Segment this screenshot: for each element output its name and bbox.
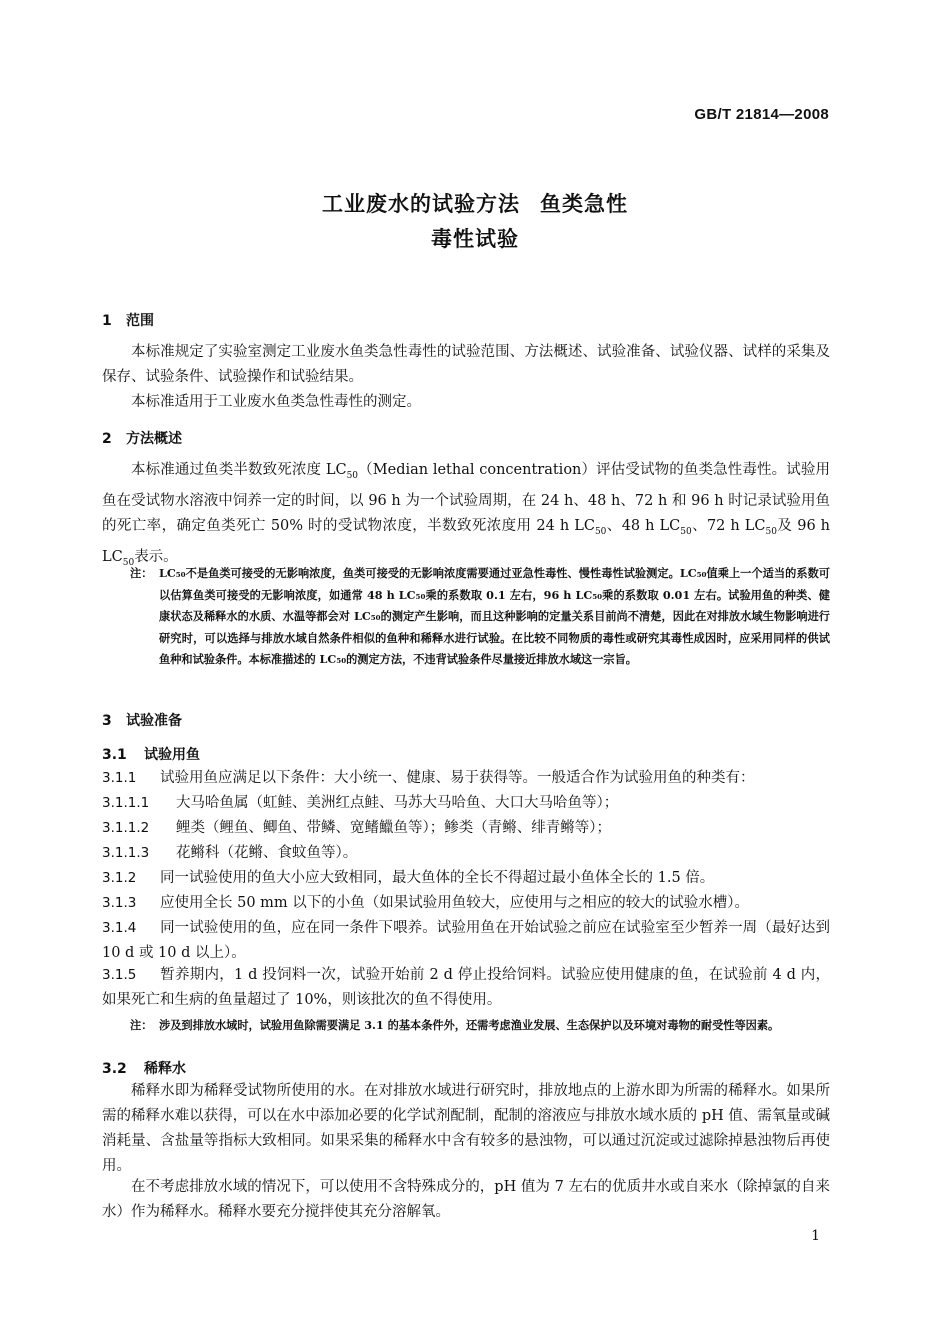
subscript: 50: [680, 526, 692, 537]
section-3-heading: [102, 711, 182, 731]
clause-number: 3.1.1.1: [102, 795, 150, 811]
text-run: 及 96 h LC: [102, 517, 831, 565]
section-3-2-heading: [102, 1059, 186, 1079]
section-1-paragraph-2: 本标准适用于工业废水鱼类急性毒性的测定。: [131, 394, 421, 410]
note-text: 涉及到排放水域时，试验用鱼除需要满足 3.1 的基本条件外，还需考虑渔业发展、生态保护以及环境对毒物的耐受性等因素。: [159, 1018, 780, 1032]
clause-number: 3.1.1: [102, 770, 137, 786]
text-run: 表示。: [134, 548, 178, 565]
clause-number: 3.1.4: [102, 920, 137, 936]
clause-3-1-2: [102, 866, 830, 891]
clause-number: 3.1.3: [102, 895, 137, 911]
clause-text: 应使用全长 50 mm 以下的小鱼（如果试验用鱼较大，应使用与之相应的较大的试验水槽）。: [160, 895, 750, 911]
section-3-1-note: [130, 1015, 830, 1037]
note-label: 注：: [130, 566, 153, 580]
section-title: 方法概述: [126, 431, 182, 447]
title-part-b: 鱼类急性: [540, 192, 628, 216]
clause-text: 花鳉科（花鳉、食蚊鱼等）。: [176, 845, 358, 861]
standard-code: GB/T 21814—2008: [694, 106, 829, 123]
clause-text: 鲤类（鲤鱼、鲫鱼、带鳞、宽鳍鱲鱼等）；鲹类（青鳉、绯青鳉等）；: [176, 820, 611, 836]
clause-3-1-1-1: [102, 791, 830, 816]
clause-text: 同一试验使用的鱼大小应大致相同，最大鱼体的全长不得超过最小鱼体全长的 1.5 倍。: [160, 870, 715, 886]
section-3-2-paragraph-2: 在不考虑排放水域的情况下，可以使用不含特殊成分的，pH 值为 7 左右的优质井水或自来水（除掉氯的自来水）作为稀释水。稀释水要充分搅拌使其充分溶解氧。: [102, 1179, 830, 1220]
clause-number: 3.1.1.2: [102, 820, 150, 836]
clause-3-1-1-2: [102, 816, 830, 841]
section-2-heading: [102, 429, 182, 449]
clause-3-1-4: [102, 916, 830, 966]
section-title: 试验用鱼: [144, 747, 200, 763]
section-title: 试验准备: [126, 713, 182, 729]
clause-text: 试验用鱼应满足以下条件：大小统一、健康、易于获得等。一般适合作为试验用鱼的种类有：: [160, 770, 755, 786]
title-part-a: 工业废水的试验方法: [322, 192, 520, 216]
section-number: 1: [102, 313, 112, 329]
section-number: 2: [102, 431, 112, 447]
subscript: 50: [122, 557, 135, 568]
clause-3-1-1: [102, 766, 830, 791]
document-title-line-2: 毒性试验: [431, 227, 519, 251]
clause-3-1-1-3: [102, 841, 830, 866]
section-title: 稀释水: [144, 1061, 186, 1077]
section-title: 范围: [126, 313, 154, 329]
section-number: 3.2: [102, 1061, 127, 1077]
clause-text: 暂养期内，1 d 投饲料一次，试验开始前 2 d 停止投给饲料。试验应使用健康的鱼，在试验前 4 d 内，如果死亡和生病的鱼量超过了 10%，则该批次的鱼不得使用。: [102, 967, 830, 1008]
note-text: LC₅₀不是鱼类可接受的无影响浓度，鱼类可接受的无影响浓度需要通过亚急性毒性、慢性毒性试验测定。LC₅₀值乘上一个适当的系数可以估算鱼类可接受的无影响浓度，如通常 48 h LC₅₀乘的系数取 0.1 左右，96 h LC₅₀乘的系数取 0.01 左右。试验用鱼的种类、健康状态及稀释水的水质、水温等都会对 LC₅₀的测定产生影响，而且这种影响的定量关系目前尚不清楚，因此在对排放水域生物影响进行研究时，可以选择与排放水域自然条件相似的鱼种和稀释水进行试验。在比较不同物质的毒性或研究其毒性成因时，应采用同样的供试鱼种和试验条件。本标准描述的 LC₅₀的测定方法，不违背试验条件尽量接近排放水域这一宗旨。: [159, 566, 830, 666]
section-number: 3: [102, 713, 112, 729]
section-1-paragraph-1: 本标准规定了实验室测定工业废水鱼类急性毒性的试验范围、方法概述、试验准备、试验仪器、试样的采集及保存、试验条件、试验操作和试验结果。: [102, 344, 830, 385]
section-number: 3.1: [102, 747, 127, 763]
document-title-line-1: [0, 188, 950, 220]
text-run: （Median lethal concentration）评估受试物的鱼类急性毒性。试验用鱼在受试物水溶液中饲养一定的时间，以 96 h 为一个试验周期，在 24 h、48 h、72 h 和 96 h 时记录试验用鱼的死亡率，确定鱼类死亡 50% 时的受试物浓度，半数致死浓度用 24 h LC: [102, 462, 830, 534]
section-3-1-heading: [102, 745, 200, 765]
section-3-2-paragraph-1: 稀释水即为稀释受试物所使用的水。在对排放水域进行研究时，排放地点的上游水即为所需的稀释水。如果所需的稀释水难以获得，可以在水中添加必要的化学试剂配制，配制的溶液应与排放水域水质的 pH 值、需氧量或碱消耗量、含盐量等指标大致相同。如果采集的稀释水中含有较多的悬浊物，可以通过沉淀或过滤除掉悬浊物后再使用。: [102, 1083, 830, 1174]
subscript: 50: [346, 470, 359, 481]
clause-number: 3.1.5: [102, 967, 137, 983]
text-run: 本标准通过鱼类半数致死浓度 LC: [131, 462, 347, 478]
clause-number: 3.1.1.3: [102, 845, 150, 861]
note-label: 注：: [130, 1018, 153, 1032]
subscript: 50: [594, 526, 607, 537]
page-number: 1: [811, 1228, 820, 1244]
clause-3-1-3: [102, 891, 830, 916]
section-2-paragraph-1: [102, 458, 830, 576]
section-2-note: [130, 563, 830, 671]
subscript: 50: [765, 526, 777, 537]
section-1-heading: [102, 311, 154, 331]
text-run: 、72 h LC: [691, 517, 766, 534]
clause-number: 3.1.2: [102, 870, 137, 886]
clause-3-1-5: [102, 963, 830, 1013]
clause-text: 同一试验使用的鱼，应在同一条件下喂养。试验用鱼在开始试验之前应在试验室至少暂养一周（最好达到 10 d 或 10 d 以上）。: [102, 920, 830, 961]
text-run: 、48 h LC: [606, 517, 681, 534]
clause-text: 大马哈鱼属（虹鲑、美洲红点鲑、马苏大马哈鱼、大口大马哈鱼等）；: [176, 795, 619, 811]
